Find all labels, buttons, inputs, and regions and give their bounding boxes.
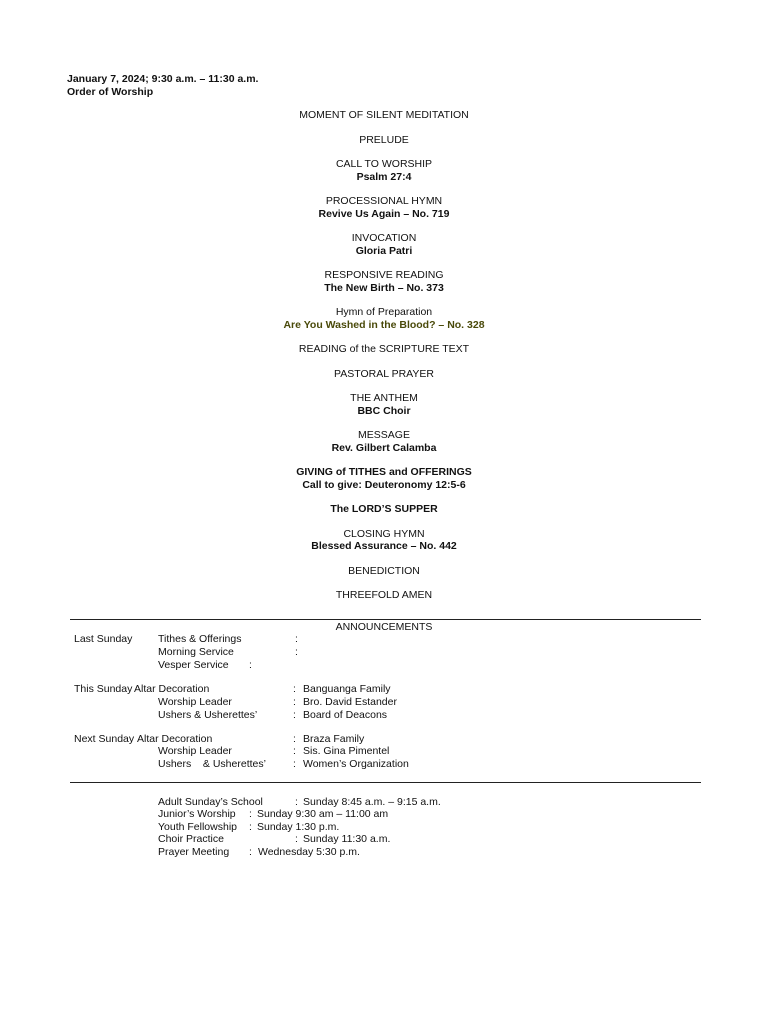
- schedule-colon: :: [249, 821, 252, 833]
- worship-item-detail: Revive Us Again – No. 719: [318, 207, 450, 220]
- worship-item: [0, 343, 768, 356]
- schedule-label: Choir Practice: [158, 833, 224, 845]
- schedule-label: Prayer Meeting: [158, 846, 230, 858]
- worship-item-detail: Are You Washed in the Blood? – No. 328: [283, 318, 485, 331]
- worship-item-title: MESSAGE: [358, 429, 410, 441]
- announcement-value: Bro. David Estander: [303, 696, 397, 708]
- schedule-colon: :: [295, 796, 298, 808]
- worship-item: [0, 134, 768, 147]
- announcement-label: Worship Leader: [158, 696, 232, 708]
- schedule-label: Junior’s Worship: [158, 808, 236, 820]
- worship-item-title: CLOSING HYMN: [343, 527, 425, 540]
- announcement-colon: :: [293, 683, 296, 695]
- announcement-colon: :: [295, 646, 298, 658]
- schedule-value: Sunday 8:45 a.m. – 9:15 a.m.: [303, 796, 441, 808]
- worship-item: [0, 565, 768, 578]
- announcement-colon: :: [293, 745, 296, 757]
- group-label-next-sunday: Next Sunday: [74, 733, 135, 745]
- schedule-label: Youth Fellowship: [158, 821, 237, 833]
- announcement-colon: :: [293, 733, 296, 745]
- worship-item: [0, 109, 768, 122]
- announcement-label: Tithes & Offerings: [158, 633, 242, 645]
- worship-item-title: PROCESSIONAL HYMN: [325, 195, 443, 207]
- worship-item: [0, 306, 768, 331]
- worship-item-title: MOMENT OF SILENT MEDITATION: [299, 109, 469, 121]
- group-label-this-sunday: This Sunday: [74, 683, 133, 695]
- announcement-label: Ushers & Usherettes’: [158, 709, 258, 721]
- worship-item-title: The LORD’S SUPPER: [330, 503, 438, 515]
- worship-item-title: THREEFOLD AMEN: [335, 589, 433, 601]
- announcement-colon: :: [293, 709, 296, 721]
- announcement-colon: :: [295, 633, 298, 645]
- schedule-value: Sunday 9:30 am – 11:00 am: [257, 808, 389, 820]
- worship-item: [0, 158, 768, 183]
- announcement-value: Women’s Organization: [303, 758, 409, 770]
- worship-item: [0, 368, 768, 381]
- schedule-value: Sunday 11:30 a.m.: [303, 833, 391, 845]
- worship-item: [0, 392, 768, 417]
- announcements-title: ANNOUNCEMENTS: [335, 621, 433, 633]
- worship-item: [0, 232, 768, 257]
- announcement-value: Sis. Gina Pimentel: [303, 745, 390, 757]
- worship-item: [0, 528, 768, 553]
- worship-item-title: RESPONSIVE READING: [324, 269, 444, 281]
- group-label-last-sunday: Last Sunday: [74, 633, 133, 645]
- announcement-value: Board of Deacons: [303, 709, 388, 721]
- worship-item-title: THE ANTHEM: [350, 392, 418, 404]
- announcement-colon: :: [293, 696, 296, 708]
- worship-item-title: READING of the SCRIPTURE TEXT: [298, 343, 470, 355]
- worship-item-detail: The New Birth – No. 373: [324, 281, 444, 294]
- worship-item: [0, 269, 768, 294]
- worship-item-detail: Psalm 27:4: [356, 170, 412, 183]
- bulletin-header: [67, 73, 258, 99]
- announcement-label: Ushers & Usherettes’: [158, 758, 266, 770]
- order-of-worship-list: [0, 109, 768, 614]
- announcement-colon: :: [293, 758, 296, 770]
- worship-item-title: PRELUDE: [359, 133, 409, 146]
- worship-item-title: CALL TO WORSHIP: [335, 158, 433, 170]
- schedule-colon: :: [249, 808, 252, 820]
- announcement-label: Vesper Service: [158, 659, 229, 671]
- worship-item: [0, 195, 768, 220]
- schedule-label: Adult Sunday’s School: [158, 796, 263, 808]
- announcement-value: Braza Family: [303, 733, 365, 745]
- announcement-colon: :: [249, 659, 252, 671]
- schedule-colon: :: [249, 846, 252, 858]
- worship-item: [0, 589, 768, 602]
- worship-item-title: GIVING of TITHES and OFFERINGS: [296, 466, 472, 478]
- order-of-worship-title: Order of Worship: [67, 86, 154, 98]
- schedule-value: Wednesday 5:30 p.m.: [258, 846, 360, 858]
- worship-item-detail: Gloria Patri: [355, 244, 413, 257]
- announcement-label: Altar Decoration: [134, 683, 210, 695]
- worship-item: [0, 466, 768, 491]
- worship-item: [0, 429, 768, 454]
- worship-item-title: Hymn of Preparation: [335, 306, 433, 318]
- announcement-label: Morning Service: [158, 646, 234, 658]
- schedule-colon: :: [295, 833, 298, 845]
- worship-item-title: INVOCATION: [351, 232, 417, 244]
- worship-item-title: BENEDICTION: [348, 564, 420, 577]
- worship-item-title: PASTORAL PRAYER: [334, 367, 434, 380]
- schedule-value: Sunday 1:30 p.m.: [257, 821, 340, 833]
- announcement-label: Worship Leader: [158, 745, 232, 757]
- worship-item: [0, 503, 768, 516]
- worship-item-detail: Rev. Gilbert Calamba: [331, 441, 437, 454]
- worship-item-detail: BBC Choir: [357, 404, 411, 417]
- announcement-value: Banguanga Family: [303, 683, 391, 695]
- service-date-line: January 7, 2024; 9:30 a.m. – 11:30 a.m.: [67, 73, 259, 85]
- schedule-top-rule: [70, 782, 701, 783]
- worship-item-detail: Blessed Assurance – No. 442: [311, 540, 457, 552]
- announcements-top-rule: [70, 619, 701, 620]
- announcement-label: Altar Decoration: [137, 733, 213, 745]
- worship-item-detail: Call to give: Deuteronomy 12:5-6: [302, 478, 466, 491]
